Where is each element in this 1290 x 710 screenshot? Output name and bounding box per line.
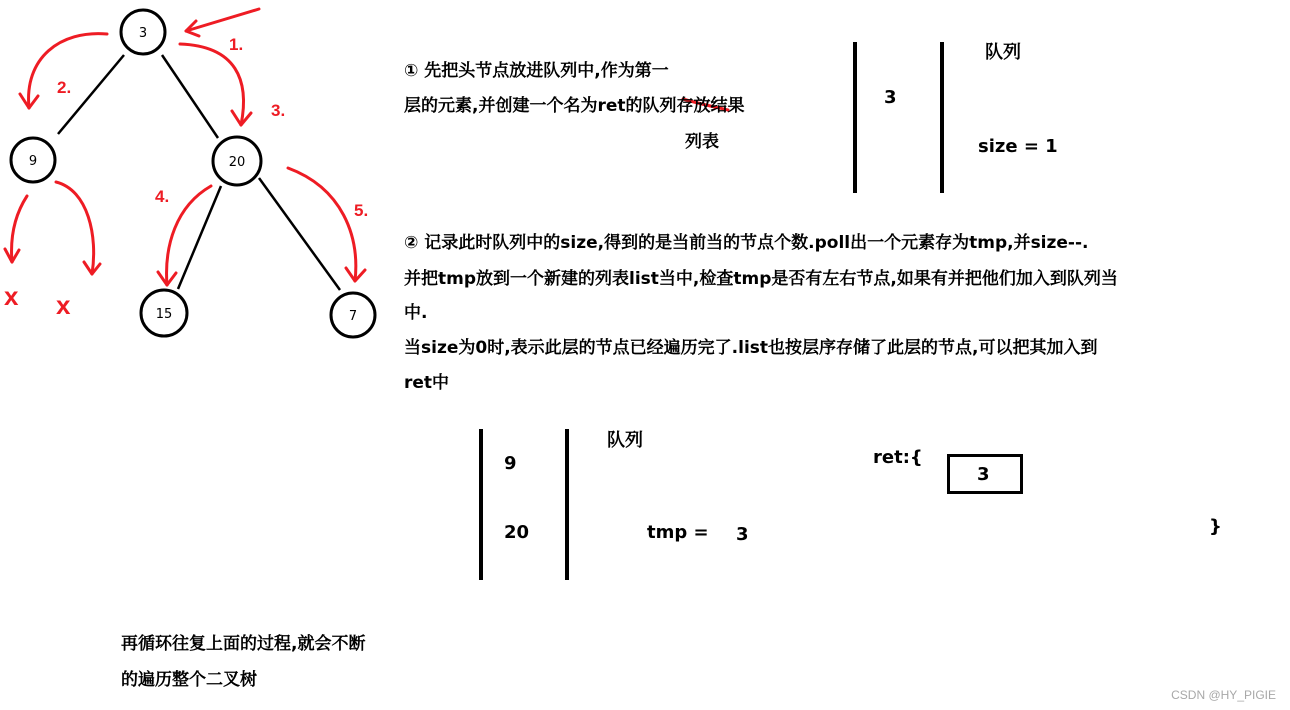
edge-3-20 [162, 55, 218, 138]
tree-node-label: 15 [155, 307, 173, 322]
null-markers [4, 281, 71, 320]
tree-node-20 [213, 137, 261, 185]
tree-node-label: 7 [348, 309, 358, 324]
step-label-2: 2. [57, 78, 72, 97]
ret-value: 3 [977, 464, 990, 485]
queue-2-label: 队列 [607, 430, 643, 451]
tree-node-label: 20 [228, 155, 246, 170]
step2-text-line4: 当size为0时,表示此层的节点已经遍历完了.list也按层序存储了此层的节点,可以把其加入到 [404, 338, 1098, 358]
queue-2-value-9: 9 [504, 453, 517, 474]
tmp-value: 3 [736, 524, 749, 545]
step-label-4: 4. [155, 187, 170, 206]
arrow-into-root [186, 9, 259, 36]
null-mark-left: x [4, 281, 19, 311]
edge-20-15 [178, 186, 221, 289]
tree-nodes [11, 10, 375, 337]
step-labels [57, 35, 368, 220]
arrow-root-to-20 [180, 44, 251, 125]
null-mark-right: x [56, 290, 71, 320]
step2-text-line1: ② 记录此时队列中的size,得到的是当前当的节点个数.poll出一个元素存为tmp,并size--. [404, 233, 1089, 253]
tree-node-3 [121, 10, 165, 54]
queue-2-value-20: 20 [504, 522, 530, 543]
tree-node-7 [331, 293, 375, 337]
step-label-1: 1. [229, 35, 244, 54]
step2-text-line2: 并把tmp放到一个新建的列表list当中,检查tmp是否有左右节点,如果有并把他们加入到队列当 [404, 269, 1118, 289]
step-label-5: 5. [354, 201, 369, 220]
tmp-label: tmp = [647, 522, 709, 543]
step2-text-line3: 中. [404, 303, 428, 323]
tree-node-label: 3 [138, 26, 148, 41]
step1-text-line1: ① 先把头节点放进队列中,作为第一 [404, 61, 669, 81]
arrow-9-left-null [5, 196, 27, 262]
tree-node-15 [141, 290, 187, 336]
step-label-3: 3. [271, 101, 286, 120]
queue-1-walls [855, 42, 942, 193]
watermark: CSDN @HY_PIGIE [1171, 688, 1276, 702]
queue-1-size: size = 1 [978, 136, 1058, 157]
arrow-9-right-null [56, 182, 100, 274]
ret-open: ret:{ [873, 447, 923, 468]
tree-node-9 [11, 138, 55, 182]
queue-2-walls [481, 429, 567, 580]
conclusion-line2: 的遍历整个二叉树 [121, 670, 257, 690]
step1-text-line3: 列表 [685, 132, 719, 152]
queue-1-value: 3 [884, 87, 897, 108]
tree-node-label: 9 [28, 154, 38, 169]
step2-text-line5: ret中 [404, 373, 450, 393]
conclusion-line1: 再循环往复上面的过程,就会不断 [121, 634, 366, 654]
traversal-arrows [5, 9, 365, 285]
arrow-20-to-7 [288, 168, 365, 281]
queue-1-label: 队列 [985, 42, 1021, 63]
step1-text-line2: 层的元素,并创建一个名为ret的队列存放结果 [404, 96, 745, 116]
ret-close: } [1209, 516, 1222, 537]
